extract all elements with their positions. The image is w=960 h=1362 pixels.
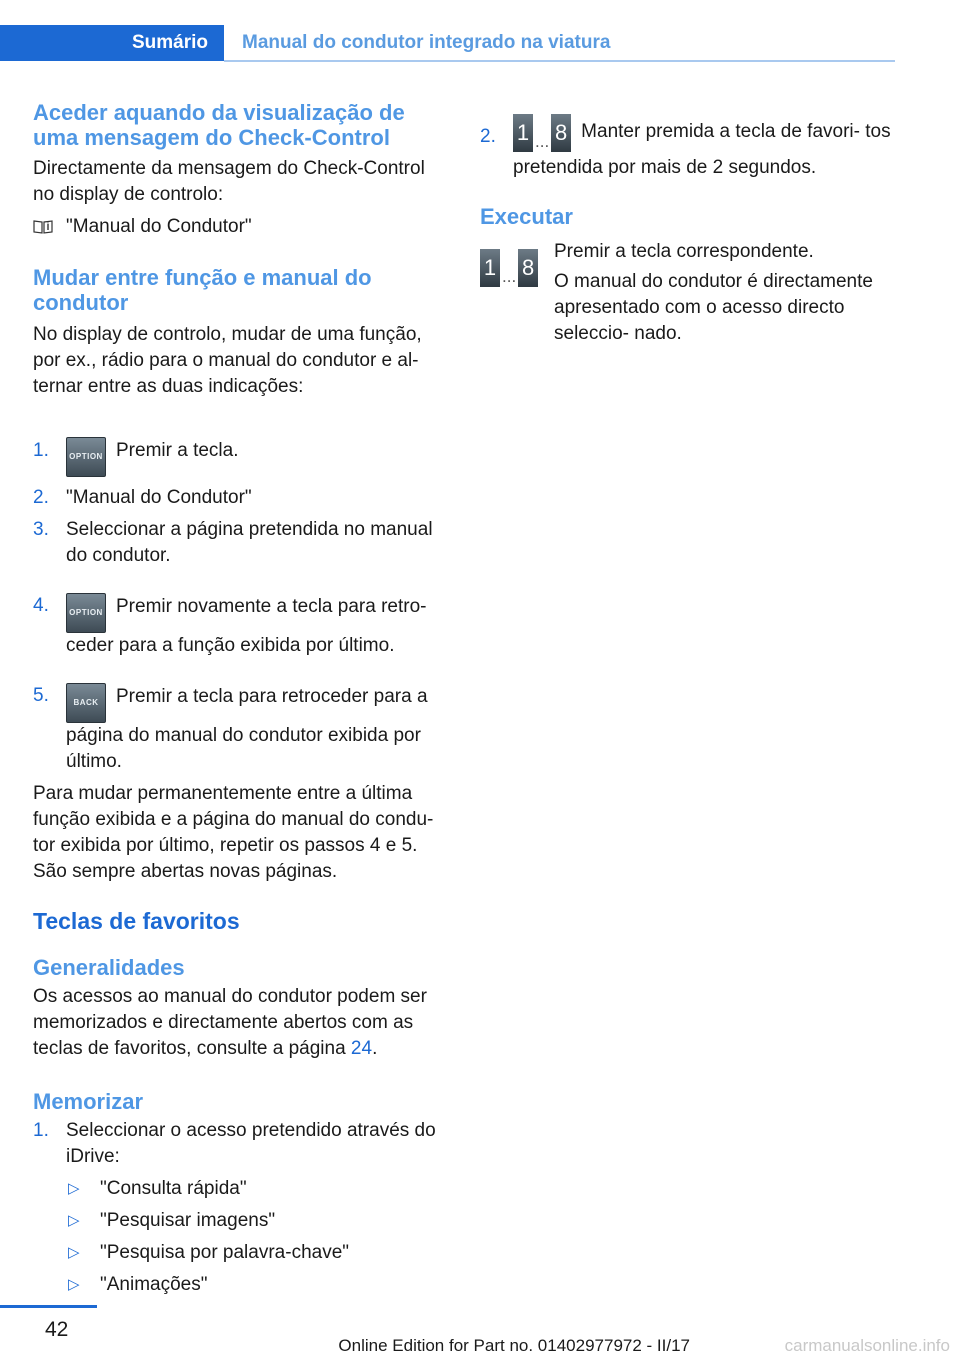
list-item — [66, 1240, 448, 1266]
list-item — [33, 1118, 448, 1298]
execute-text-2a: O manual do condutor é directamente apresentado com o acesso directo seleccio‐ nado. — [554, 271, 873, 344]
list-item — [66, 1176, 448, 1202]
ellipsis: ... — [502, 267, 517, 286]
step-text: Premir a tecla para retroceder para a página do manual do condutor exibida por último. — [66, 686, 428, 772]
step-number: 1. — [33, 440, 49, 461]
paragraph-permanent-switch: Para mudar permanentemente entre a última função exibida e a página do manual do condu‐ tor exibida por último, repetir os passos 4 e 5. — [33, 783, 434, 856]
paragraph-switch: No display de controlo, mudar de uma função, por ex., rádio para o manual do condutor e al‐ ternar entre as duas indicações: — [33, 324, 422, 397]
favorite-key-1-icon: 1 — [480, 249, 500, 287]
step-number: 2. — [480, 126, 496, 147]
bullet-text: "Animações" — [100, 1274, 208, 1295]
step-number: 2. — [33, 487, 49, 508]
tab-manual-title[interactable]: Manual do condutor integrado na viatura — [242, 32, 611, 53]
paragraph-new-pages: São sempre abertas novas páginas. — [33, 861, 338, 882]
memorize-steps-continued — [480, 100, 892, 181]
idrive-label: "Manual do Condutor" — [66, 216, 252, 237]
heading-switch: Mudar entre função e manual do condutor — [33, 265, 372, 315]
favorite-key-8-icon: 8 — [551, 114, 571, 152]
edition-text: Online Edition for Part no. 01402977972 - II/17 — [338, 1336, 690, 1355]
triangle-bullet-icon: ▷ — [68, 1212, 80, 1229]
step-text: Manter premida a tecla de favori‐ tos pretendida por mais de 2 segundos. — [513, 121, 891, 178]
generalities-text: Os acessos ao manual do condutor podem ser memorizados e directamente abertos com as teclas de favoritos, consulte a página — [33, 986, 427, 1059]
ellipsis: ... — [535, 132, 550, 151]
bullet-text: "Consulta rápida" — [100, 1178, 247, 1199]
triangle-bullet-icon: ▷ — [68, 1180, 80, 1197]
idrive-options — [66, 1176, 448, 1298]
favorite-key-8-icon: 8 — [518, 249, 538, 287]
heading-check-control: Aceder aquando da visualização de uma mensagem do Check-Control — [33, 100, 405, 150]
heading-favorites: Teclas de favoritos — [33, 908, 240, 934]
header-bar — [0, 0, 960, 62]
left-column — [33, 100, 448, 1298]
favorite-keys-icon — [480, 249, 538, 287]
tab-sumario[interactable]: Sumário — [0, 25, 224, 61]
list-item — [33, 593, 448, 659]
bullet-text: "Pesquisa por palavra-chave" — [100, 1242, 350, 1263]
page-number: 42 — [45, 1318, 69, 1341]
list-item — [33, 517, 448, 569]
heading-execute: Executar — [480, 204, 573, 229]
favorite-key-1-icon: 1 — [513, 114, 533, 152]
paragraph-check-control: Directamente da mensagem do Check-Control no display de controlo: — [33, 158, 425, 205]
step-text: Premir novamente a tecla para retro‐ ceder para a função exibida por último. — [66, 596, 427, 656]
right-column — [480, 100, 892, 347]
header-rule — [224, 60, 895, 62]
step-number: 5. — [33, 685, 49, 706]
execute-block — [480, 239, 892, 347]
memorize-steps — [33, 1118, 448, 1298]
step-text: Premir a tecla. — [116, 440, 239, 461]
step-number: 1. — [33, 1120, 49, 1141]
step-text: Seleccionar o acesso pretendido através do iDrive: — [66, 1120, 436, 1167]
book-icon — [33, 220, 53, 234]
triangle-bullet-icon: ▷ — [68, 1244, 80, 1261]
page-link[interactable]: 24 — [350, 1038, 373, 1059]
back-button-icon: BACK — [66, 683, 106, 723]
heading-memorize: Memorizar — [33, 1089, 144, 1114]
heading-generalities: Generalidades — [33, 955, 185, 980]
step-number: 4. — [33, 595, 49, 616]
execute-text-1: Premir a tecla correspondente. — [554, 241, 814, 262]
switch-steps — [33, 424, 448, 775]
step-text: "Manual do Condutor" — [66, 487, 252, 508]
step-text: Seleccionar a página pretendida no manual do condutor. — [66, 519, 433, 566]
triangle-bullet-icon: ▷ — [68, 1276, 80, 1293]
list-item — [33, 424, 448, 477]
list-item — [33, 683, 448, 775]
paragraph-generalities — [33, 984, 448, 1062]
option-button-icon: OPTION — [66, 437, 106, 477]
option-button-icon: OPTION — [66, 593, 106, 633]
watermark: carmanualsonline.info — [784, 1336, 950, 1355]
list-item — [66, 1272, 448, 1298]
list-item — [480, 100, 892, 181]
bullet-text: "Pesquisar imagens" — [100, 1210, 276, 1231]
idrive-path — [33, 214, 448, 240]
footer-rule — [0, 1305, 97, 1308]
step-number: 3. — [33, 519, 49, 540]
list-item — [33, 485, 448, 511]
list-item — [66, 1208, 448, 1234]
generalities-end: . — [372, 1038, 378, 1059]
